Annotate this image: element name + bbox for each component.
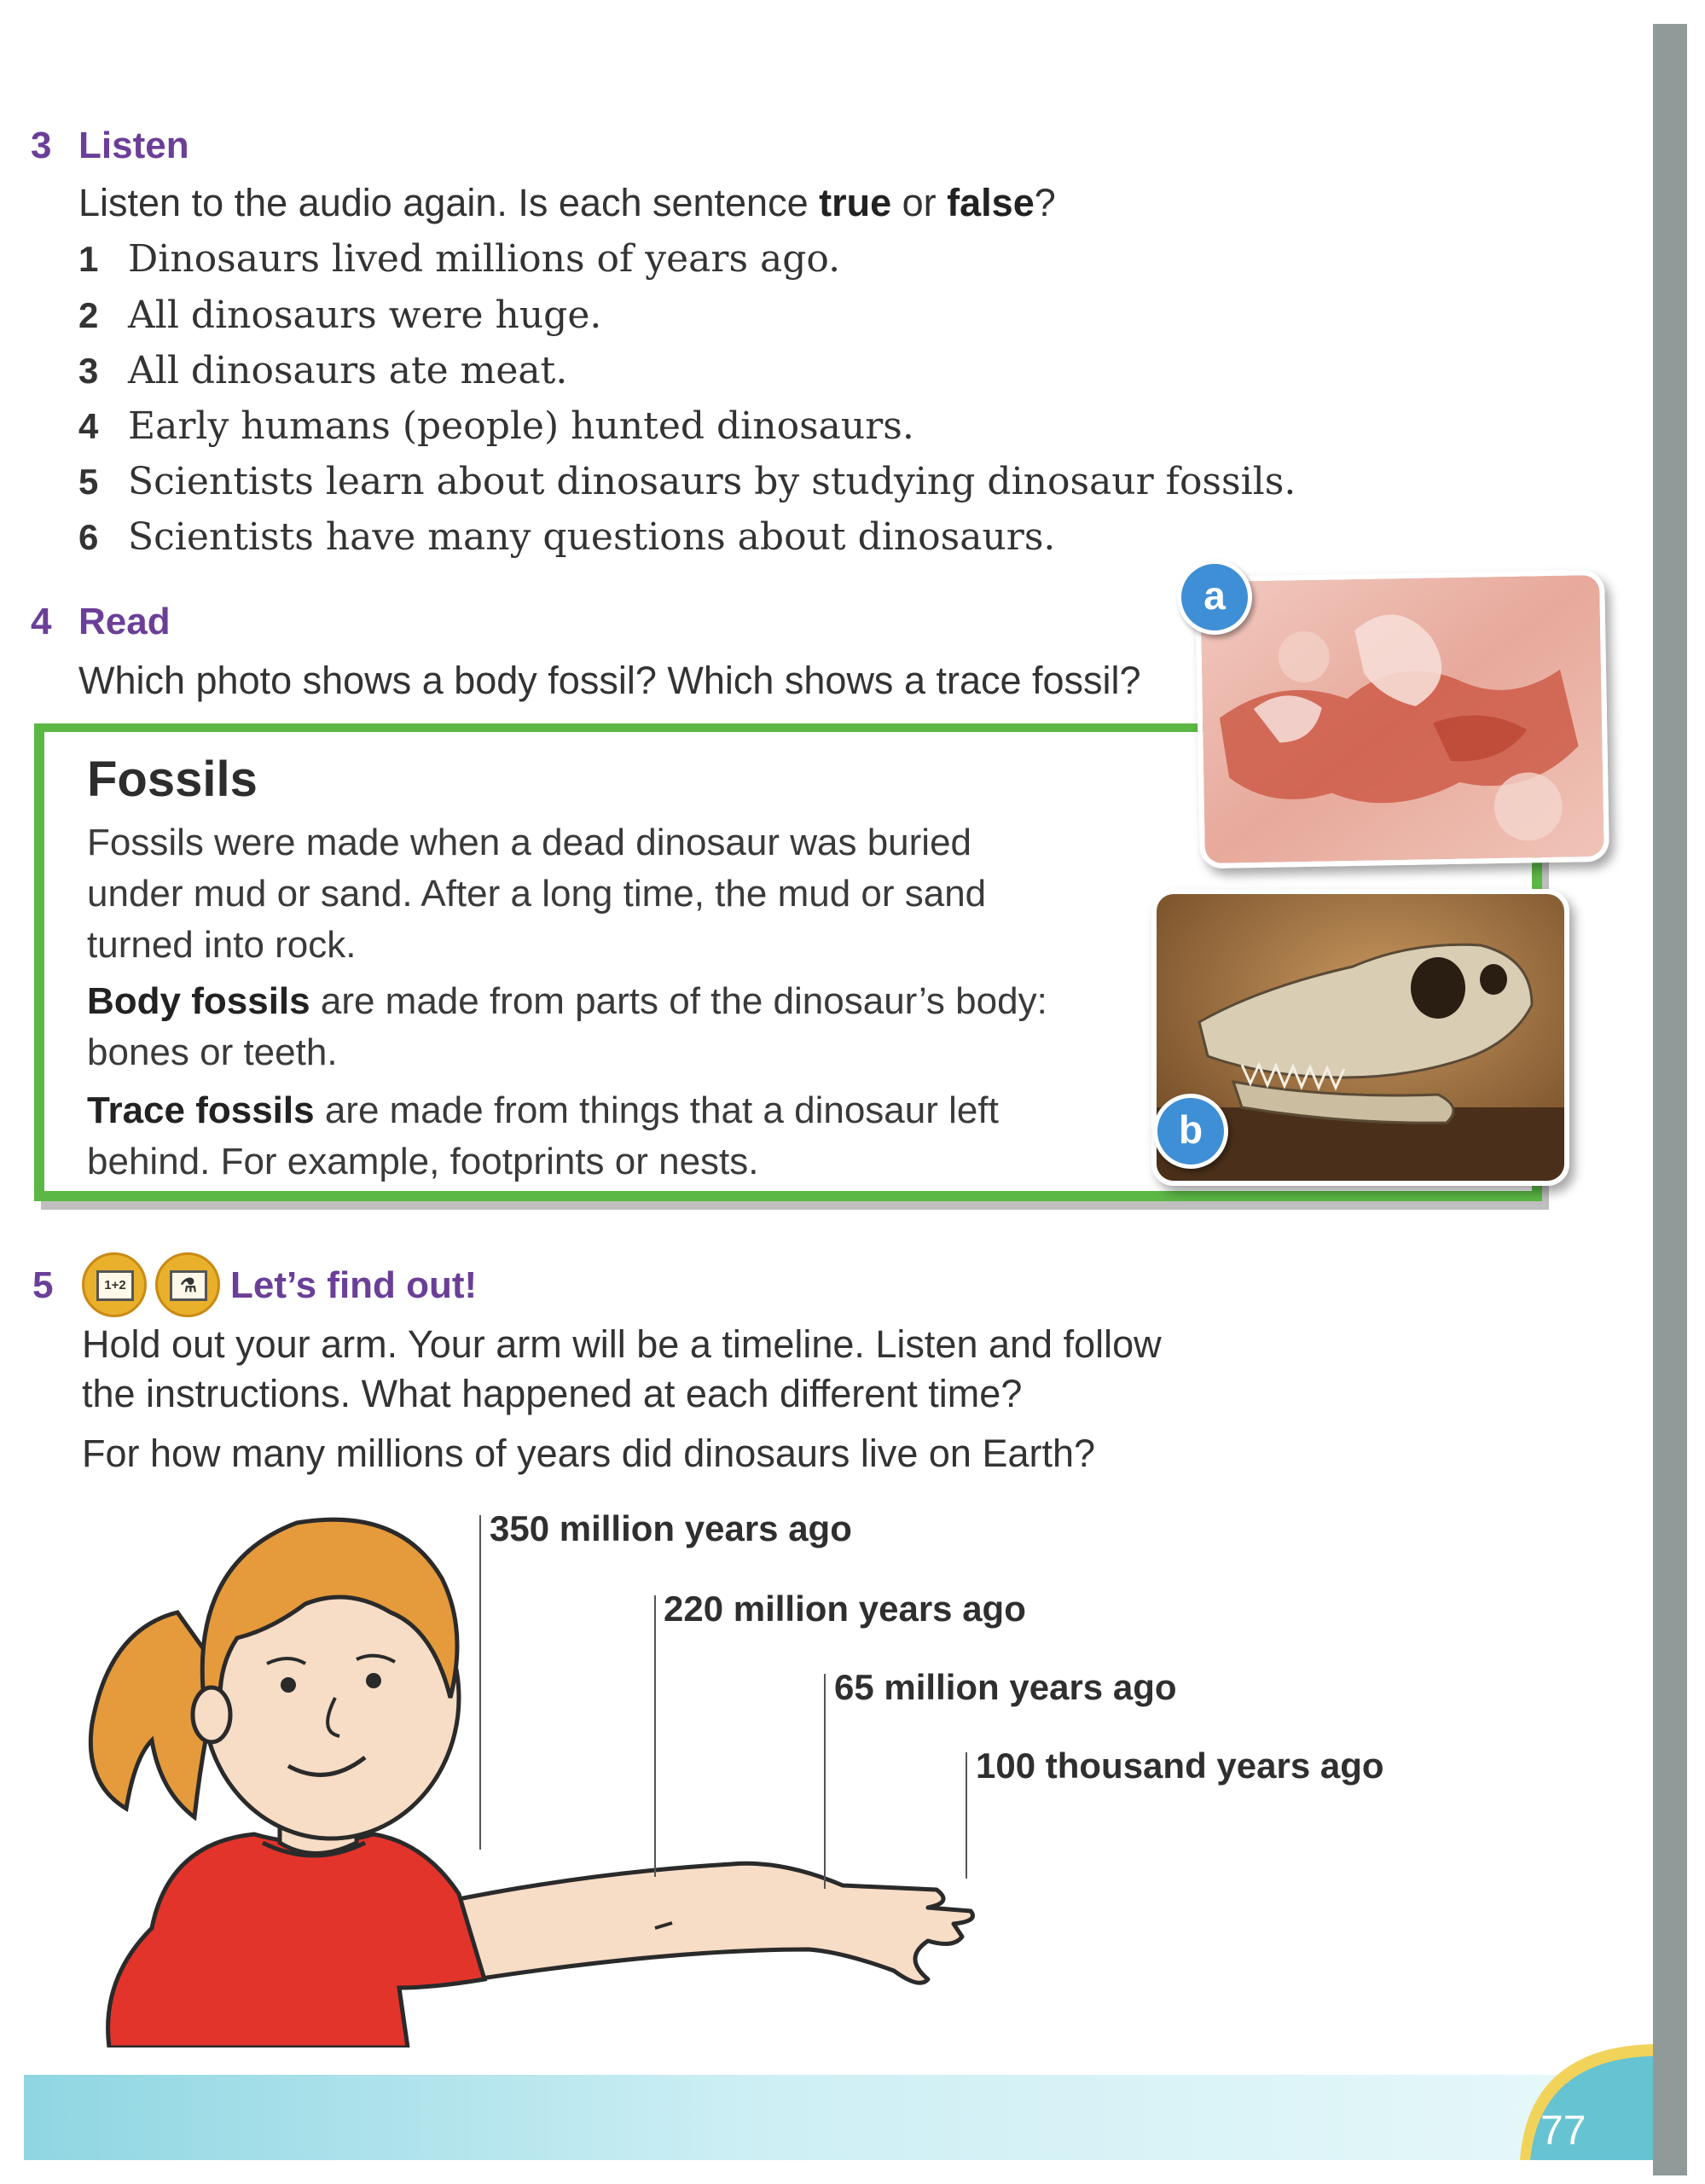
fossils-box-paragraph-2: Body fossils are made from parts of the dinosaur’s body: bones or teeth. bbox=[87, 980, 1047, 1073]
timeline-label: 65 million years ago bbox=[834, 1667, 1177, 1707]
list-item: 2 All dinosaurs were huge. bbox=[78, 293, 602, 337]
section-3-number: 3 bbox=[31, 125, 52, 166]
section-4-number: 4 bbox=[31, 601, 52, 642]
list-item: 4 Early humans (people) hunted dinosaurs. bbox=[78, 404, 914, 448]
timeline-marker-line bbox=[654, 1595, 656, 1877]
page-edge-strip bbox=[1653, 24, 1687, 2175]
photo-a-label: a bbox=[1177, 560, 1252, 635]
list-item: 1 Dinosaurs lived millions of years ago. bbox=[78, 237, 841, 281]
section-4-instruction: Which photo shows a body fossil? Which shows a trace fossil? bbox=[78, 659, 1141, 702]
list-item: 5 Scientists learn about dinosaurs by studying dinosaur fossils. bbox=[78, 460, 1296, 503]
section-5-number: 5 bbox=[32, 1264, 54, 1306]
timeline-label: 350 million years ago bbox=[490, 1508, 852, 1548]
photo-b-label: b bbox=[1153, 1094, 1228, 1169]
fossils-box-title: Fossils bbox=[87, 752, 258, 807]
timeline-label: 220 million years ago bbox=[664, 1589, 1026, 1629]
footer-band bbox=[24, 2075, 1653, 2160]
page-number: 77 bbox=[1540, 2108, 1586, 2153]
timeline-marker-line bbox=[824, 1674, 826, 1889]
list-item: 3 All dinosaurs ate meat. bbox=[78, 349, 568, 392]
section-5-line-2: the instructions. What happened at each different time? bbox=[82, 1372, 1023, 1415]
fossils-box-paragraph-3: Trace fossils are made from things that a dinosaur left behind. For example, footprints or nests. bbox=[87, 1089, 999, 1182]
section-5-line-1: Hold out your arm. Your arm will be a timeline. Listen and follow bbox=[82, 1322, 1162, 1366]
section-5-line-3: For how many millions of years did dinosaurs live on Earth? bbox=[82, 1432, 1096, 1475]
girl-arm-timeline-illustration bbox=[75, 1484, 1013, 2048]
section-5-title: Let’s find out! bbox=[230, 1264, 478, 1306]
maths-icon: 1+2 bbox=[82, 1252, 147, 1317]
section-4-title: Read bbox=[78, 601, 171, 642]
photo-a-trace-fossil bbox=[1195, 570, 1609, 868]
trace-fossil-image bbox=[1200, 575, 1604, 863]
section-3-instruction: Listen to the audio again. Is each sentence true or false? bbox=[78, 181, 1056, 224]
science-flask-icon: ⚗ bbox=[155, 1252, 220, 1317]
section-3-title: Listen bbox=[78, 125, 189, 166]
timeline-marker-line bbox=[966, 1752, 967, 1879]
timeline-marker-line bbox=[479, 1515, 481, 1850]
list-item: 6 Scientists have many questions about dinosaurs. bbox=[78, 515, 1056, 559]
timeline-label: 100 thousand years ago bbox=[976, 1745, 1384, 1786]
fossils-box-paragraph-1: Fossils were made when a dead dinosaur was buried under mud or sand. After a long time, the mud or sand turned into rock. bbox=[87, 822, 987, 966]
